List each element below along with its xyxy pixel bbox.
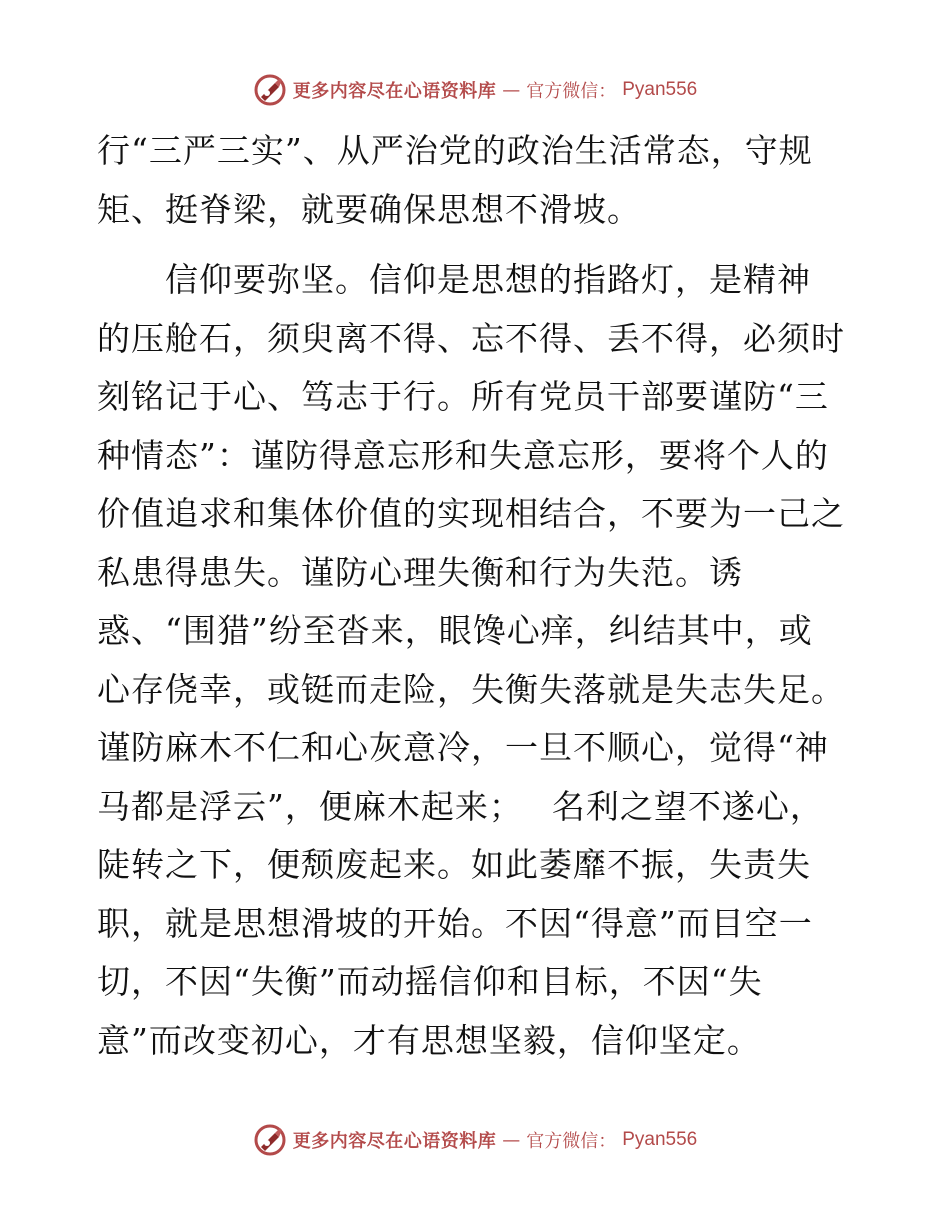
paragraph-1 bbox=[97, 122, 857, 239]
banner-wechat-id: Pyan556 bbox=[622, 1129, 698, 1150]
footer-banner bbox=[0, 1120, 950, 1160]
text-line: 的压舱石，须臾离不得、忘不得、丢不得，必须时 bbox=[97, 318, 845, 358]
text-line: 谨防麻木不仁和心灰意冷，一旦不顺心，觉得“神 bbox=[97, 728, 829, 767]
text-line: 切，不因“失衡”而动摇信仰和目标，不因“失 bbox=[97, 962, 763, 1001]
pen-logo-icon bbox=[253, 1123, 287, 1157]
header-banner bbox=[0, 70, 950, 110]
pen-logo-icon bbox=[253, 73, 287, 107]
text-line: 种情态”：谨防得意忘形和失意忘形，要将个人的 bbox=[97, 435, 829, 475]
banner-separator: — bbox=[502, 79, 521, 101]
banner-wechat-id: Pyan556 bbox=[622, 79, 698, 100]
text-line: 意”而改变初心，才有思想坚毅，信仰坚定。 bbox=[97, 1020, 761, 1060]
text-line: 私患得患失。谨防心理失衡和行为失范。诱 bbox=[97, 552, 743, 592]
paragraph-2 bbox=[97, 251, 857, 1070]
paragraph-gap bbox=[97, 239, 857, 251]
text-line: 陡转之下，便颓废起来。如此萎靡不振，失责失 bbox=[97, 845, 811, 884]
banner-main-text: 更多内容尽在心语资料库 bbox=[292, 81, 497, 102]
banner-wechat-label: 官方微信： bbox=[526, 1131, 617, 1152]
text-line: 信仰要弥坚。信仰是思想的指路灯，是精神 bbox=[97, 260, 811, 299]
text-line: 职，就是思想滑坡的开始。不因“得意”而目空一 bbox=[97, 903, 813, 943]
banner-wechat-label: 官方微信： bbox=[526, 81, 617, 102]
document-body bbox=[97, 122, 857, 1070]
text-line: 行“三严三实”、从严治党的政治生活常态，守规 bbox=[97, 131, 813, 170]
banner-main-text: 更多内容尽在心语资料库 bbox=[292, 1131, 497, 1152]
text-line: 矩、挺脊梁，就要确保思想不滑坡。 bbox=[97, 189, 641, 229]
text-line: 惑、“围猎”纷至沓来，眼馋心痒，纠结其中，或 bbox=[97, 611, 813, 650]
text-line: 心存侥幸，或铤而走险，失衡失落就是失志失足。 bbox=[97, 669, 845, 709]
banner-separator: — bbox=[502, 1129, 521, 1151]
text-line: 马都是浮云”，便麻木起来； 名利之望不遂心， bbox=[97, 786, 824, 826]
text-line: 刻铭记于心、笃志于行。所有党员干部要谨防“三 bbox=[97, 377, 829, 416]
text-line: 价值追求和集体价值的实现相结合，不要为一己之 bbox=[97, 494, 845, 533]
